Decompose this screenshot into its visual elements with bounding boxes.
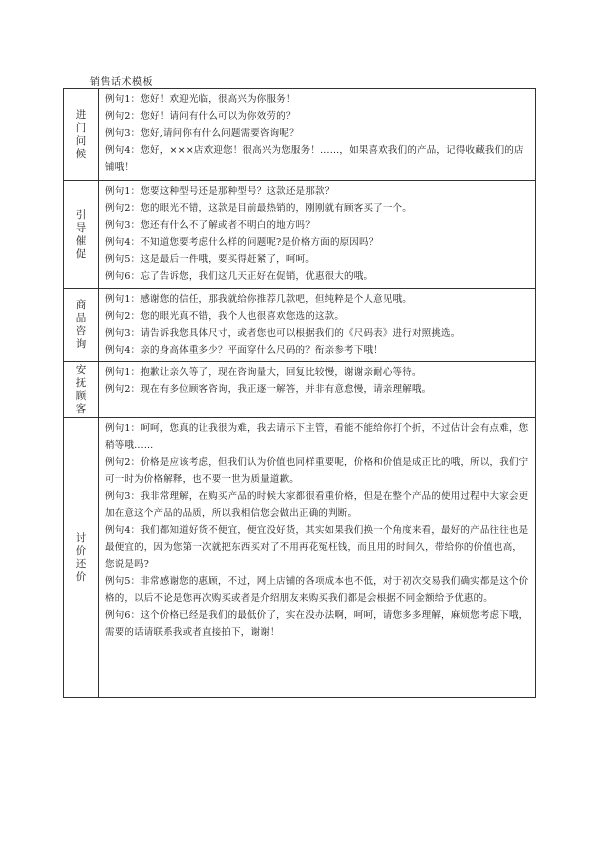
example-list: [99, 362, 536, 418]
example-list: [99, 289, 536, 362]
example-sentence: 例句2：您的眼光真不错，我个人也很喜欢您选的这款。: [105, 311, 345, 322]
example-sentence: 例句6：这个价格已经是我们的最低价了，实在没办法啊，呵呵，请您多多理解，麻烦您考虑下哦，需要的话请联系我或者直接拍下，谢谢！: [105, 610, 529, 638]
category-cell: [64, 289, 99, 362]
example-sentence: 例句1：感谢您的信任，那我就给你推荐几款吧，但纯粹是个人意见哦。: [105, 294, 412, 305]
category-label: 安抚顾客: [75, 363, 87, 415]
example-sentence: 例句1：呵呵，您真的让我很为难，我去请示下主管，看能不能给你打个折，不过估计会有点难，您稍等哦……: [105, 423, 529, 451]
example-sentence: 例句4：亲的身高体重多少？平面穿什么尺码的？衔亲参考下哦！: [105, 345, 383, 356]
example-sentence: 例句3：请告诉我您具体尺寸，或者您也可以根据我们的《尺码表》进行对照挑选。: [105, 328, 461, 339]
example-sentence: 例句5：这是最后一件哦，要买得赶紧了，呵呵。: [105, 254, 315, 265]
category-label: 商品咨询: [75, 299, 87, 350]
document-title: 销售话术模板: [90, 77, 153, 88]
sales-script-table: [63, 88, 536, 698]
category-cell: [64, 418, 99, 698]
category-label: 进门问候: [75, 108, 87, 160]
example-sentence: 例句3：您还有什么不了解或者不明白的地方吗？: [105, 220, 315, 231]
example-sentence: 例句1：您要这种型号还是那种型号？这款还是那款？: [105, 186, 335, 197]
example-sentence: 例句4：您好，×××店欢迎您！很高兴为您服务！……，如果喜欢我们的产品，记得收藏我们的店铺哦！: [105, 145, 524, 173]
category-cell: [64, 181, 99, 289]
example-sentence: 例句5：非常感谢您的惠顾，不过，网上店铺的各项成本也不低，对于初次交易我们确实都是这个价格的，以后不论是您再次购买或者是介绍朋友来购买我们都是会根据不同金额给予优惠的。: [105, 576, 529, 604]
table-row: [64, 89, 536, 181]
category-cell: [64, 89, 99, 181]
example-sentence: 例句3：我非常理解，在购买产品的时候大家都很看重价格，但是在整个产品的使用过程中大家会更加在意这个产品的品质，所以我相信您会做出正确的判断。: [105, 491, 529, 519]
example-list: [99, 181, 536, 289]
example-list: [99, 89, 536, 181]
table-row: [64, 418, 536, 698]
example-sentence: 例句3：您好,请问你有什么问题需要咨询呢？: [105, 128, 299, 139]
table-row: [64, 289, 536, 362]
example-sentence: 例句2：价格是应该考虑，但我们认为价值也同样重要呢，价格和价值是成正比的哦，所以，我们宁可一时为价格解释，也不要一世为质量道歉。: [105, 457, 529, 485]
category-label: 引导催促: [75, 208, 87, 260]
example-sentence: 例句1：抱歉让亲久等了，现在咨询量大，回复比较慢，谢谢亲耐心等待。: [105, 367, 422, 378]
category-cell: [64, 362, 99, 418]
example-sentence: 例句2：您的眼光不错，这款是目前最热销的，刚刚就有顾客买了一个。: [105, 203, 412, 214]
table-row: [64, 362, 536, 418]
category-label: 讨价还价: [75, 531, 87, 583]
example-sentence: 例句2：现在有多位顾客咨询，我正逐一解答，并非有意怠慢，请亲理解哦。: [105, 384, 432, 395]
example-sentence: 例句2：您好！请问有什么可以为你效劳的？: [105, 111, 296, 122]
example-sentence: 例句6：忘了告诉您，我们这几天正好在促销，优惠很大的哦。: [105, 271, 374, 282]
table-row: [64, 181, 536, 289]
example-list: [99, 418, 536, 698]
example-sentence: 例句1：您好！欢迎光临，很高兴为你服务！: [105, 94, 296, 105]
example-sentence: 例句4：我们都知道好货不便宜，便宜没好货，其实如果我们换一个角度来看，最好的产品往往也是最便宜的，因为您第一次就把东西买对了不用再花冤枉钱，而且用的时间久，带给你的价值也高，您说是吗?: [105, 525, 529, 570]
example-sentence: 例句4：不知道您要考虑什么样的问题呢?是价格方面的原因吗？: [105, 237, 379, 248]
